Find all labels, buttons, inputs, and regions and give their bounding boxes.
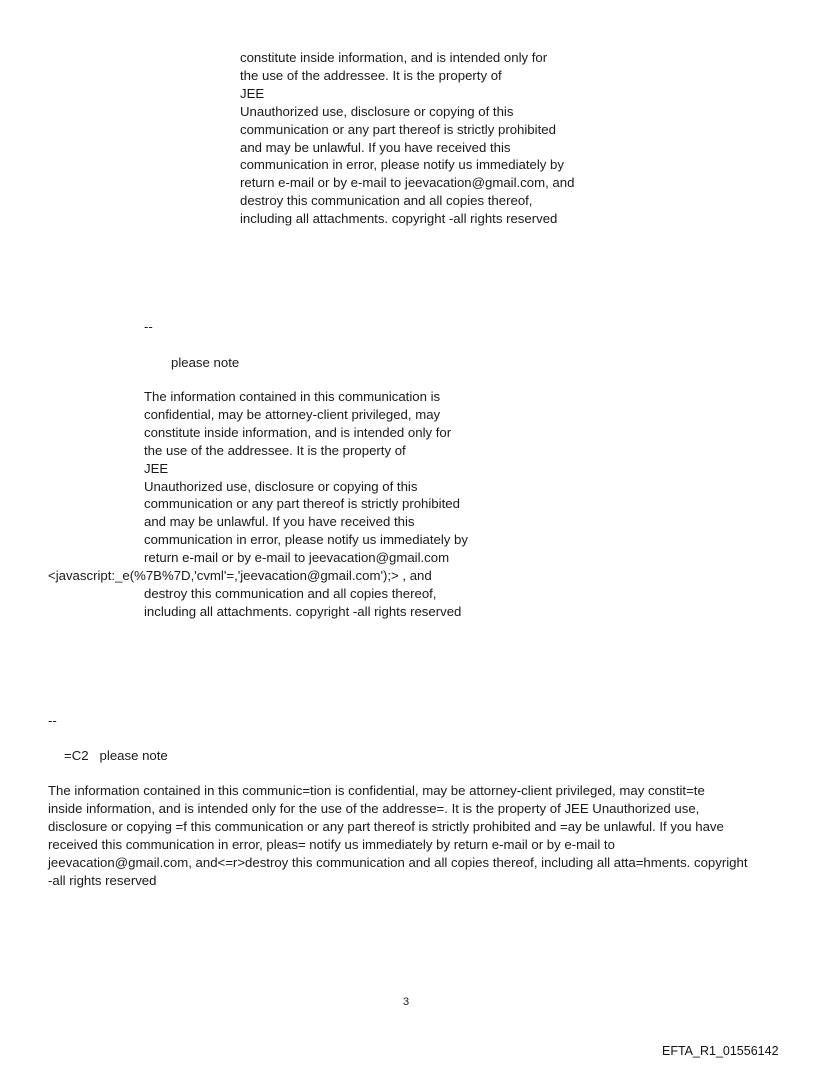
text-line: return e-mail or by e-mail to jeevacation@gmail.com — [144, 550, 450, 566]
text-line: inside information, and is intended only for the use of the addresse=. It is the property of JEE Unauthorized use, — [48, 800, 700, 816]
text-line: destroy this communication and all copies thereof, — [144, 585, 437, 601]
text-line: Unauthorized use, disclosure or copying of this — [240, 103, 514, 119]
text-line: communication or any part thereof is strictly prohibited — [144, 496, 460, 512]
disclaimer-block-2 — [48, 388, 468, 621]
text-line: the use of the addressee. It is the property of — [144, 442, 406, 458]
note-heading: =C2 please note — [64, 748, 168, 763]
text-line: -all rights reserved — [48, 872, 157, 888]
text-line: communication in error, please notify us immediately by — [240, 157, 564, 173]
text-line: and may be unlawful. If you have received this — [144, 514, 415, 530]
text-line: return e-mail or by e-mail to jeevacation@gmail.com, and — [240, 175, 575, 191]
text-line: <javascript:_e(%7B%7D,'cvml'=,'jeevacation@gmail.com');> , and — [48, 568, 432, 584]
text-line: confidential, may be attorney-client privileged, may — [144, 406, 441, 422]
text-line: communication or any part thereof is strictly prohibited — [240, 121, 556, 137]
signature-separator: -- — [48, 713, 57, 728]
document-id: EFTA_R1_01556142 — [662, 1044, 779, 1058]
page-number: 3 — [403, 996, 410, 1008]
text-line: constitute inside information, and is intended only for — [240, 50, 548, 65]
text-line: The information contained in this communication is — [144, 389, 441, 404]
text-line: and may be unlawful. If you have received this — [240, 139, 511, 155]
text-line: Unauthorized use, disclosure or copying of this — [144, 478, 418, 494]
text-line: including all attachments. copyright -all rights reserved — [240, 211, 558, 227]
disclaimer-block-1 — [240, 49, 574, 228]
text-line: the use of the addressee. It is the property of — [240, 67, 502, 83]
text-line: jeevacation@gmail.com, and<=r>destroy this communication and all copies thereof, including all atta=hments. copyright — [48, 854, 748, 870]
text-line: communication in error, please notify us immediately by — [144, 532, 468, 548]
disclaimer-block-3 — [48, 782, 748, 889]
text-line: received this communication in error, pleas= notify us immediately by return e-mail or by e-mail to — [48, 836, 615, 852]
text-line: JEE — [240, 85, 265, 101]
text-line: constitute inside information, and is intended only for — [144, 424, 452, 440]
text-line: disclosure or copying =f this communication or any part thereof is strictly prohibited and =ay be unlawful. If you have — [48, 818, 724, 834]
text-line: JEE — [144, 460, 169, 476]
note-heading: please note — [171, 355, 240, 370]
text-line: including all attachments. copyright -all rights reserved — [144, 603, 462, 619]
text-line: The information contained in this communic=tion is confidential, may be attorney-client privileged, may constit=te — [48, 783, 705, 798]
text-line: destroy this communication and all copies thereof, — [240, 193, 533, 209]
signature-separator: -- — [144, 319, 153, 334]
